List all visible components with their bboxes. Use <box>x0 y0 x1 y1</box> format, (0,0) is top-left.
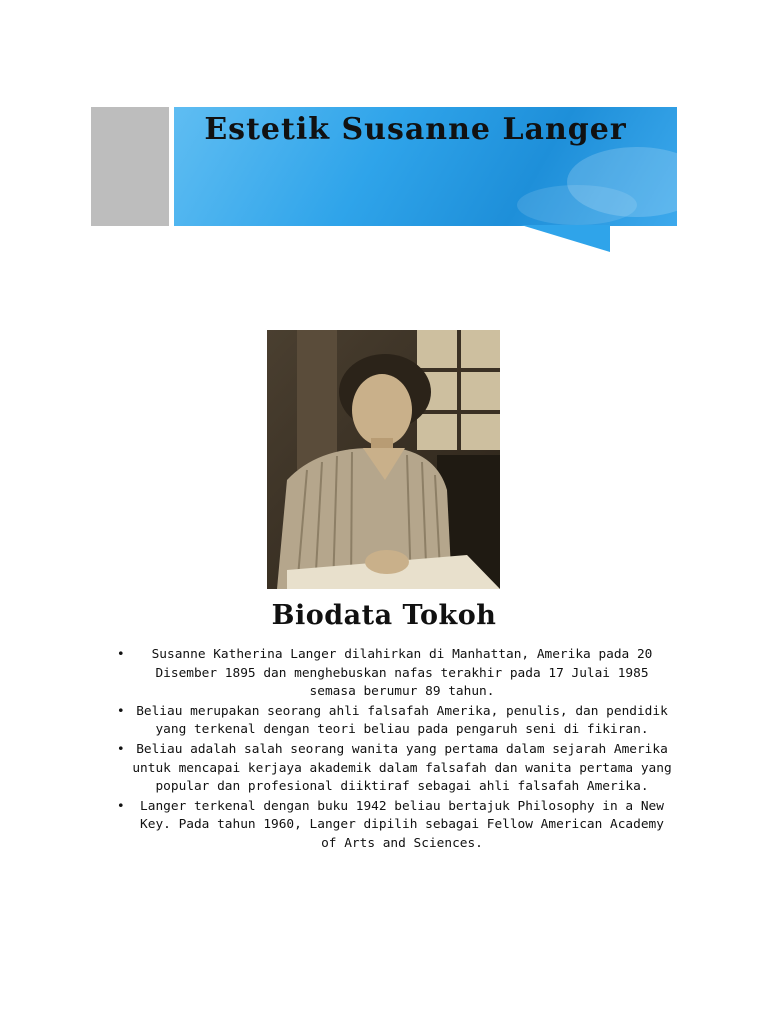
bullet-icon: • <box>117 647 125 662</box>
list-item <box>115 798 675 854</box>
list-item <box>115 741 675 797</box>
title-banner <box>91 107 677 252</box>
biodata-list <box>115 646 675 855</box>
list-item <box>115 703 675 740</box>
list-item-text: Beliau merupakan seorang ahli falsafah Amerika, penulis, dan pendidik yang terkenal dengan teori beliau pada pengaruh seni di fikiran. <box>136 703 668 738</box>
list-item-text: Susanne Katherina Langer dilahirkan di Manhattan, Amerika pada 20 Disember 1895 dan menghebuskan nafas terakhir pada 17 Julai 1985 semasa berumur 89 tahun. <box>151 647 653 700</box>
list-item-text: Langer terkenal dengan buku 1942 beliau bertajuk Philosophy in a New Key. Pada tahun 1960, Langer dipilih sebagai Fellow American Academy of Arts and Sciences. <box>140 798 664 851</box>
section-heading: Biodata Tokoh <box>271 600 497 631</box>
page-title: Estetik Susanne Langer <box>204 112 627 147</box>
bullet-icon: • <box>117 703 125 719</box>
list-item-text: Beliau adalah salah seorang wanita yang pertama dalam sejarah Amerika untuk mencapai kerjaya akademik dalam falsafah dan wanita pertama yang popular dan profesional diiktiraf sebagai ahli falsafah Amerika. <box>132 741 672 795</box>
portrait-photo <box>267 330 500 589</box>
bullet-icon: • <box>117 798 125 814</box>
bullet-icon: • <box>117 741 125 757</box>
list-item <box>115 646 675 702</box>
